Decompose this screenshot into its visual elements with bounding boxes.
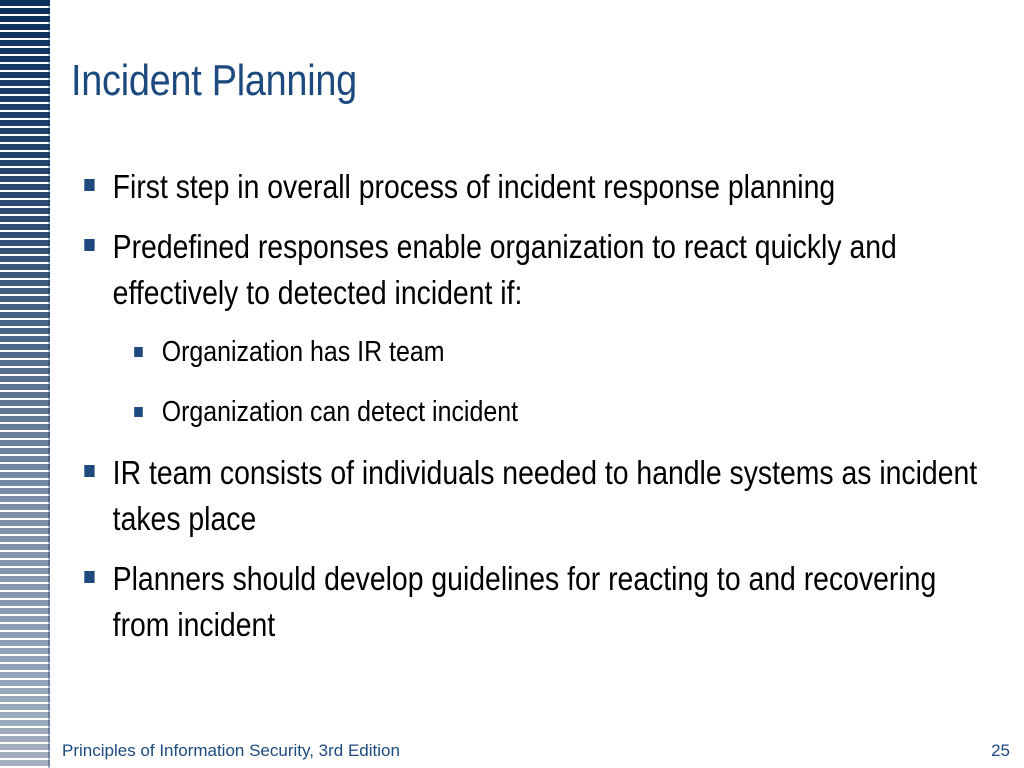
bullet-text: Planners should develop guidelines for reacting to and recovering from incident [112, 560, 937, 643]
square-bullet-icon [84, 465, 94, 477]
square-bullet-icon [134, 347, 143, 357]
square-bullet-icon [84, 571, 94, 583]
bullet-item [80, 556, 998, 648]
bullet-item [80, 450, 998, 542]
sub-bullet-text: Organization has IR team [161, 336, 445, 368]
side-band-edge [48, 0, 50, 768]
sub-bullet-text: Organization can detect incident [161, 396, 519, 428]
bullet-text: Predefined responses enable organization to react quickly and effectively to detected incident if: [112, 228, 897, 311]
square-bullet-icon [134, 407, 143, 417]
square-bullet-icon [84, 239, 94, 251]
bullet-item [80, 224, 998, 316]
sub-bullet-item [80, 330, 1024, 374]
square-bullet-icon [84, 179, 94, 191]
sub-bullet-item [80, 390, 1024, 434]
slide-title: Incident Planning [71, 56, 357, 105]
bullet-item [80, 164, 998, 210]
bullet-list [80, 164, 980, 662]
bullet-text: IR team consists of individuals needed to handle systems as incident takes place [112, 454, 978, 537]
footer-book-title: Principles of Information Security, 3rd Edition [62, 741, 400, 760]
side-band-fade [0, 0, 50, 768]
page-number: 25 [991, 741, 1010, 760]
bullet-text: First step in overall process of incident response planning [112, 168, 836, 205]
